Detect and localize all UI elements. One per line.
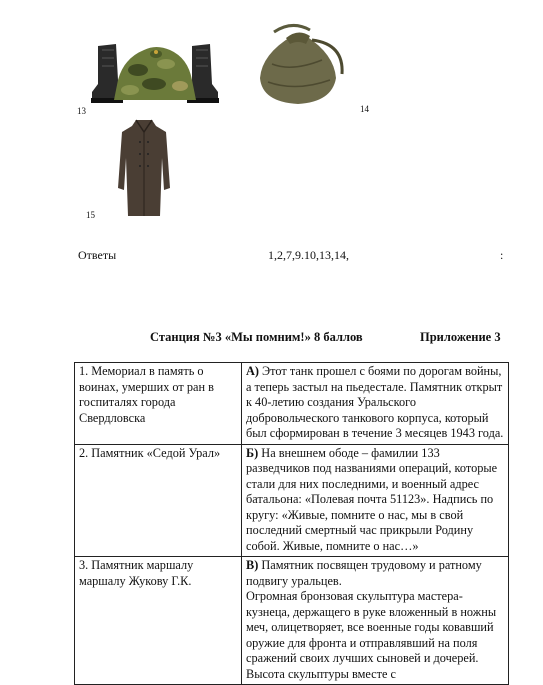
description-text-continued: Огромная бронзовая скульптура мастера-кузнеца, держащего в руке вложенный в ножны меч, олицетворяет, все военные годы ковавший оружие для фронта и отправлявший на поля сражений своих лучших сыновей и дочерей. Высота скульптуры вместе с	[246, 589, 497, 681]
description-text: На внешнем ободе – фамилии 133 разведчиков под названиями операций, которые стали для них последними, и военный адрес батальона: «Полевая почта 51123». Надпись по кругу: «Живые, помните о нас, мы в свой последний смертный час прикрыли Родину собой. Живые, помните о нас…»	[246, 445, 498, 553]
answers-label: Ответы	[78, 248, 117, 262]
memorial-description-cell	[242, 444, 509, 557]
greatcoat-image	[116, 118, 172, 218]
duffel-bag-image	[252, 14, 348, 108]
appendix-label: Приложение 3	[420, 330, 501, 344]
image-number-14: 14	[360, 104, 369, 114]
memorial-description-cell	[242, 557, 509, 685]
table-row	[75, 444, 509, 557]
memorial-description-cell	[242, 363, 509, 445]
image-number-13: 13	[77, 106, 86, 116]
answer-letter: В)	[246, 558, 259, 572]
image-number-15: 15	[86, 210, 95, 220]
answer-letter: Б)	[246, 445, 259, 460]
station-title: Станция №3 «Мы помним!» 8 баллов	[150, 330, 363, 344]
description-text: Этот танк прошел с боями по дорогам войны, а теперь застыл на пьедестале. Памятник открыт к 40-летию создания Уральского добровольческого танкового корпуса, который был сформирован в течение 3 месяцев 1943 года.	[246, 364, 504, 440]
table-row	[75, 557, 509, 685]
memorial-name-cell: 2. Памятник «Седой Урал»	[75, 444, 242, 557]
answer-letter: А)	[246, 364, 259, 378]
memorials-table	[74, 362, 509, 685]
answers-trailing: :	[500, 248, 504, 262]
table-row	[75, 363, 509, 445]
description-text: Памятник посвящен трудовому и ратному подвигу уральцев.	[246, 558, 482, 588]
answers-value: 1,2,7,9.10,13,14,	[268, 248, 349, 262]
memorial-name-cell: 1. Мемориал в память о воинах, умерших от ран в госпиталях города Свердловска	[75, 363, 242, 445]
boots-camouflage-image	[88, 40, 222, 106]
memorial-name-cell: 3. Памятник маршалу маршалу Жукову Г.К.	[75, 557, 242, 685]
